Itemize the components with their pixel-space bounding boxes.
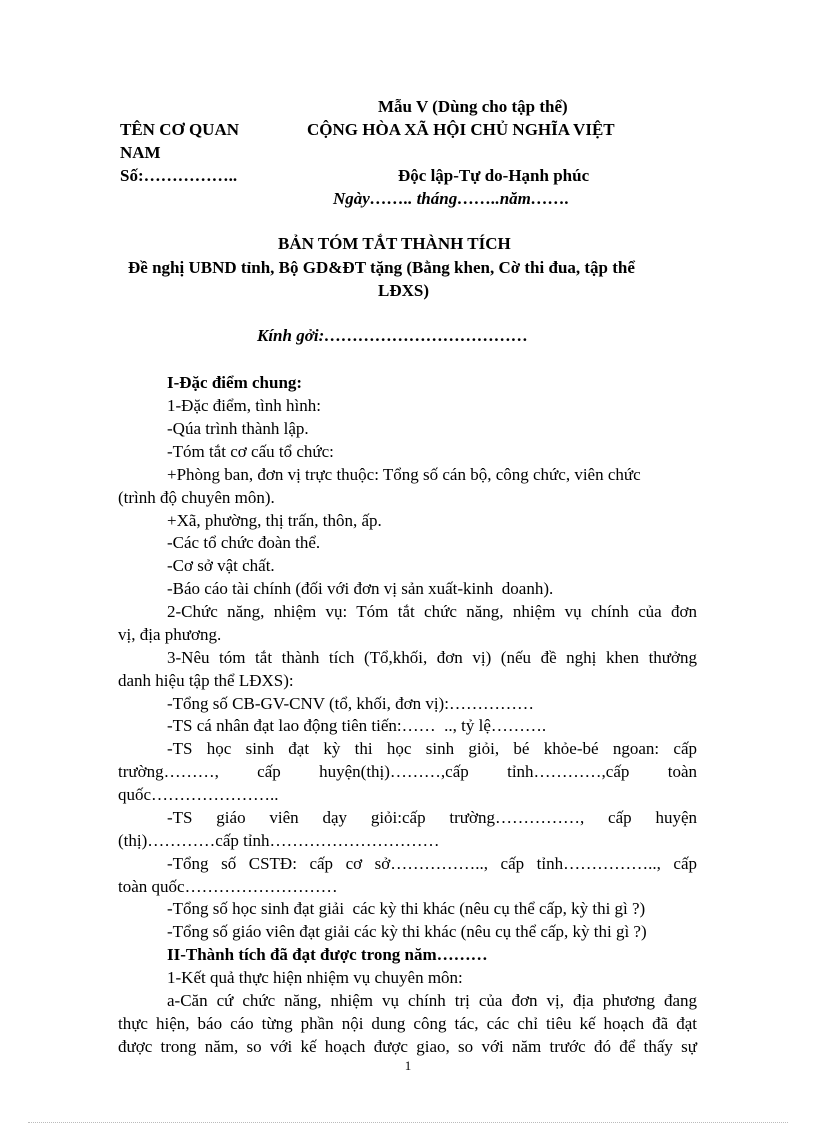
body-line: 2-Chức năng, nhiệm vụ: Tóm tắt chức năng, nhiệm vụ chính của đơn [167, 602, 697, 621]
republic-title: CỘNG HÒA XÃ HỘI CHỦ NGHĨA VIỆT [307, 120, 615, 139]
document-subtitle-line2: LĐXS) [378, 281, 430, 300]
body-line: vị, địa phương. [118, 625, 222, 644]
section-1-heading: I-Đặc điểm chung: [167, 373, 303, 392]
body-line: -Tổng số CSTĐ: cấp cơ sở…………….., cấp tỉnh…………….., cấp [167, 854, 697, 873]
body-line: -Tổng số giáo viên đạt giải các kỳ thi khác (nêu cụ thể cấp, kỳ thi gì ?) [167, 922, 647, 941]
body-line: -Qúa trình thành lập. [167, 419, 309, 438]
body-line: 1-Kết quả thực hiện nhiệm vụ chuyên môn: [167, 968, 463, 987]
body-line: 1-Đặc điểm, tình hình: [167, 396, 321, 415]
body-line: -Cơ sở vật chất. [167, 556, 275, 575]
body-line: toàn quốc……………………… [118, 877, 338, 896]
body-line: quốc………………….. [118, 785, 279, 804]
agency-name-line1: TÊN CƠ QUAN [120, 120, 240, 139]
body-line: trường………, cấp huyện(thị)………,cấp tỉnh…………,cấp toàn [118, 762, 697, 781]
body-line: -Tóm tắt cơ cấu tổ chức: [167, 442, 334, 461]
body-line: -Báo cáo tài chính (đối với đơn vị sản xuất-kinh doanh). [167, 579, 554, 598]
document-subtitle-line1: Đề nghị UBND tỉnh, Bộ GD&ĐT tặng (Bằng khen, Cờ thi đua, tập thể [128, 258, 635, 277]
body-line: a-Căn cứ chức năng, nhiệm vụ chính trị của đơn vị, địa phương đang [167, 991, 697, 1010]
body-line: +Xã, phường, thị trấn, thôn, ấp. [167, 511, 382, 530]
national-motto: Độc lập-Tự do-Hạnh phúc [398, 166, 590, 185]
section-2-heading: II-Thành tích đã đạt được trong năm……… [167, 945, 488, 964]
document-number: Số:…………….. [120, 166, 238, 185]
body-line: (trình độ chuyên môn). [118, 488, 275, 507]
body-line: -Tổng số CB-GV-CNV (tổ, khối, đơn vị):…………… [167, 694, 534, 713]
form-label: Mẫu V (Dùng cho tập thể) [378, 97, 568, 116]
body-line: +Phòng ban, đơn vị trực thuộc: Tổng số cán bộ, công chức, viên chức [167, 465, 641, 484]
body-line: -Các tổ chức đoàn thể. [167, 533, 321, 552]
body-line: thực hiện, báo cáo từng phần nội dung công tác, các chỉ tiêu kế hoạch đã đạt [118, 1014, 697, 1033]
body-line: (thị)…………cấp tỉnh………………………… [118, 831, 440, 850]
body-line: -TS cá nhân đạt lao động tiên tiến:…… .., tỷ lệ………. [167, 716, 547, 735]
body-line: -TS học sinh đạt kỳ thi học sinh giỏi, bé khỏe-bé ngoan: cấp [167, 739, 697, 758]
body-line: -TS giáo viên dạy giỏi:cấp trường……………, cấp huyện [167, 808, 697, 827]
body-line: -Tổng số học sinh đạt giải các kỳ thi khác (nêu cụ thể cấp, kỳ thi gì ?) [167, 899, 646, 918]
body-line: 3-Nêu tóm tắt thành tích (Tổ,khối, đơn vị) (nếu đề nghị khen thưởng [167, 648, 697, 667]
agency-name-line2: NAM [120, 143, 161, 162]
addressee: Kính gởi:……………………………… [257, 326, 529, 345]
date-line: Ngày…….. tháng……..năm……. [333, 189, 570, 208]
body-line: danh hiệu tập thể LĐXS): [118, 671, 294, 690]
page-number: 1 [404, 1058, 412, 1073]
body-line: được trong năm, so với kế hoạch được giao, so với năm trước đó để thấy sự [118, 1037, 697, 1056]
document-title: BẢN TÓM TẮT THÀNH TÍCH [278, 234, 511, 253]
